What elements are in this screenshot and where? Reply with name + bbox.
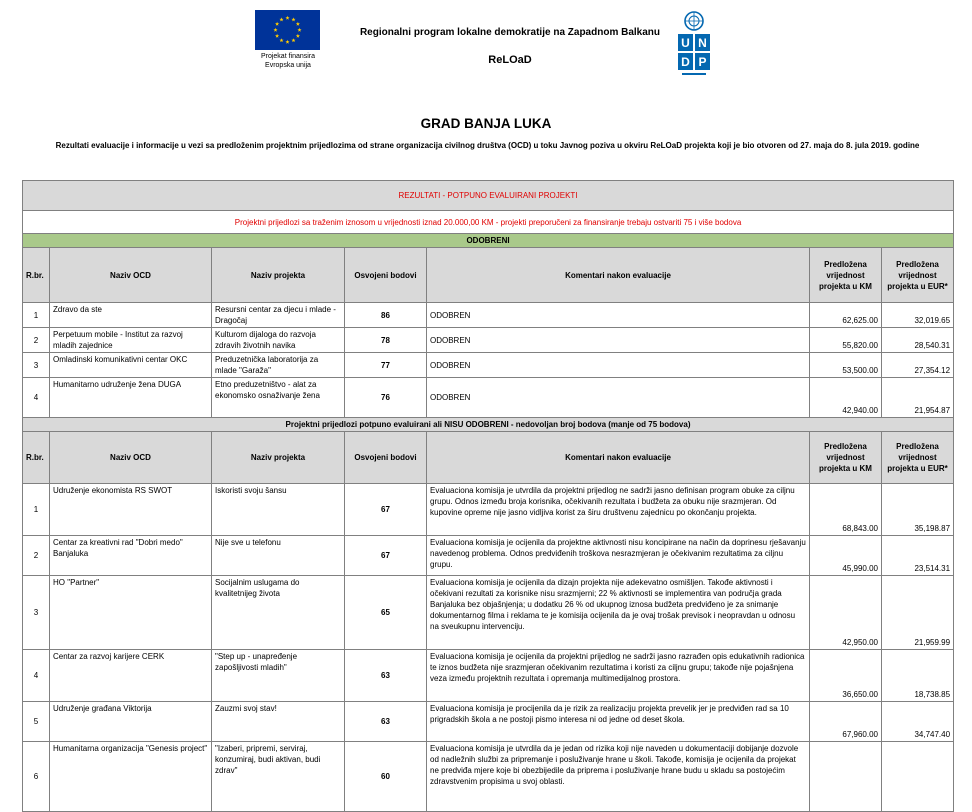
intro-text: Rezultati evaluacije i informacije u vezi sa predloženim projektnim prijedlozima od strane organizacija civilnog društva (OCD) u toku Javnog poziva u okviru ReLOaD projekta koji je bio otvoren od 27. maja do 8. jula 2019. godine — [55, 141, 920, 150]
col-naziv-ocd: Naziv OCD — [50, 432, 212, 484]
amount-km: 45,990.00 — [810, 536, 882, 576]
col-eur: Predložena vrijednost projekta u EUR* — [882, 248, 954, 303]
row-number: 2 — [23, 328, 50, 353]
evaluation-comment: Evaluaciona komisija je utvrdila da je jedan od rizika koji nije naveden u dokumentaciji dobijanje dozvole od nadležnih službi za pripremanje i posluživanje hrane u školi. Takođe, komisija je ocijenila da projekat ne predviđa mjere koje bi obezbijedile da priprema i posluživanje hrane budu u skladu sa postojećim zdravstvenim propisima u svoj oblasti. — [427, 742, 810, 812]
points: 65 — [345, 576, 427, 650]
table-row — [23, 576, 954, 650]
amount-km: 68,843.00 — [810, 484, 882, 536]
amount-eur — [882, 742, 954, 812]
column-header-row — [23, 432, 954, 484]
row-number: 1 — [23, 484, 50, 536]
row-number: 1 — [23, 303, 50, 328]
ocd-name: Centar za kreativni rad "Dobri medo" Banjaluka — [50, 536, 212, 576]
ocd-name: Omladinski komunikativni centar OKC — [50, 353, 212, 378]
project-name-cell: Iskoristi svoju šansu — [212, 484, 345, 536]
amount-km: 42,950.00 — [810, 576, 882, 650]
table-row — [23, 742, 954, 812]
undp-letter-n: N — [698, 36, 707, 50]
points: 67 — [345, 484, 427, 536]
row-number: 6 — [23, 742, 50, 812]
row-number: 3 — [23, 353, 50, 378]
evaluation-comment: Evaluaciona komisija je procijenila da je rizik za realizaciju projekta prevelik jer je predviđen rad sa 10 prigradskih škola a ne postoji pismo interesa ni od jedne od deset škola. — [427, 702, 810, 742]
points: 67 — [345, 536, 427, 576]
points: 77 — [345, 353, 427, 378]
amount-km: 55,820.00 — [810, 328, 882, 353]
table-row — [23, 484, 954, 536]
table-row — [23, 536, 954, 576]
col-komentari: Komentari nakon evaluacije — [427, 432, 810, 484]
evaluation-comment: Evaluaciona komisija je utvrdila da projektni prijedlog ne sadrži jasno definisan program obuke za ciljnu grupu. Odnos između broja korisnika, očekivanih rezultata i budžeta za obuku nije srazmjeran. Od kupovine opreme nije jasno vidljiva korist za širu društvenu zajednicu po okončanju projekta. — [427, 484, 810, 536]
amount-km: 42,940.00 — [810, 378, 882, 418]
col-rbr: R.br. — [23, 248, 50, 303]
undp-logo — [676, 10, 712, 78]
table-row — [23, 378, 954, 418]
results-table — [22, 180, 954, 812]
project-name-cell: Socijalnim uslugama do kvalitetnijeg života — [212, 576, 345, 650]
points: 63 — [345, 702, 427, 742]
col-bodovi: Osvojeni bodovi — [345, 432, 427, 484]
project-name-cell: "Step up - unapređenje zapošljivosti mladih" — [212, 650, 345, 702]
table-row — [23, 702, 954, 742]
project-name-cell: Etno preduzetništvo - alat za ekonomsko osnaživanje žena — [212, 378, 345, 418]
evaluation-comment: ODOBREN — [427, 378, 810, 418]
points: 76 — [345, 378, 427, 418]
undp-letter-d: D — [681, 55, 690, 69]
evaluation-comment: ODOBREN — [427, 353, 810, 378]
not-approved-band-row — [23, 418, 954, 432]
amount-eur: 27,354.12 — [882, 353, 954, 378]
amount-km: 53,500.00 — [810, 353, 882, 378]
approved-band: ODOBRENI — [23, 234, 954, 248]
amount-eur: 32,019.65 — [882, 303, 954, 328]
project-name-cell: Zauzmi svoj stav! — [212, 702, 345, 742]
points: 63 — [345, 650, 427, 702]
row-number: 4 — [23, 378, 50, 418]
document-header — [0, 0, 972, 110]
amount-km: 67,960.00 — [810, 702, 882, 742]
row-number: 3 — [23, 576, 50, 650]
col-bodovi: Osvojeni bodovi — [345, 248, 427, 303]
row-number: 4 — [23, 650, 50, 702]
col-naziv-projekta: Naziv projekta — [212, 248, 345, 303]
page-title: GRAD BANJA LUKA — [420, 116, 552, 131]
amount-km: 36,650.00 — [810, 650, 882, 702]
amount-km — [810, 742, 882, 812]
project-name-cell: Resursni centar za djecu i mlade - Dragočaj — [212, 303, 345, 328]
points: 60 — [345, 742, 427, 812]
amount-eur: 21,959.99 — [882, 576, 954, 650]
ocd-name: Zdravo da ste — [50, 303, 212, 328]
col-eur: Predložena vrijednost projekta u EUR* — [882, 432, 954, 484]
ocd-name: Humanitarno udruženje žena DUGA — [50, 378, 212, 418]
column-header-row — [23, 248, 954, 303]
col-naziv-ocd: Naziv OCD — [50, 248, 212, 303]
amount-eur: 34,747.40 — [882, 702, 954, 742]
project-name-cell: "Izaberi, pripremi, serviraj, konzumiraj, budi aktivan, budi zdrav" — [212, 742, 345, 812]
table-row — [23, 650, 954, 702]
table-row — [23, 353, 954, 378]
ocd-name: Udruženje ekonomista RS SWOT — [50, 484, 212, 536]
ocd-name: Centar za razvoj karijere CERK — [50, 650, 212, 702]
points: 78 — [345, 328, 427, 353]
amount-km: 62,625.00 — [810, 303, 882, 328]
not-approved-band: Projektni prijedlozi potpuno evaluirani ali NISU ODOBRENI - nedovoljan broj bodova (manje od 75 bodova) — [23, 418, 954, 432]
evaluation-comment: Evaluaciona komisija je ocijenila da projektne aktivnosti nisu koncipirane na način da doprinesu rješavanju navedenog problema. Odnos predviđenih troškova nesrazmjeran je očekivanim rezultatima za ciljnu grupu. — [427, 536, 810, 576]
row-number: 2 — [23, 536, 50, 576]
eu-caption: Projekat finansira Evropska unija — [260, 53, 316, 69]
threshold-note: Projektni prijedlozi sa traženim iznosom u vrijednosti iznad 20.000,00 KM - projekti preporučeni za finansiranje trebaju ostvariti 75 i više bodova — [23, 211, 954, 234]
results-title: REZULTATI - POTPUNO EVALUIRANI PROJEKTI — [23, 181, 954, 211]
undp-letter-u: U — [681, 36, 690, 50]
evaluation-comment: Evaluaciona komisija je ocijenila da projektni prijedlog ne sadrži jasno razrađen opis edukativnih radionica te iznos budžeta nije srazmjeran očekivanim rezultatima i koristi za ciljnu grupu; takođe nije pojašnjena veza između projektnih rezultata i opremanja multimedijalnog prostora. — [427, 650, 810, 702]
project-name: ReLOaD — [488, 54, 532, 66]
col-km: Predložena vrijednost projekta u KM — [810, 248, 882, 303]
amount-eur: 23,514.31 — [882, 536, 954, 576]
table-row — [23, 303, 954, 328]
amount-eur: 28,540.31 — [882, 328, 954, 353]
ocd-name: Perpetuum mobile - Institut za razvoj mladih zajednice — [50, 328, 212, 353]
project-name-cell: Nije sve u telefonu — [212, 536, 345, 576]
program-name: Regionalni program lokalne demokratije na Zapadnom Balkanu — [359, 27, 661, 38]
row-number: 5 — [23, 702, 50, 742]
undp-letter-p: P — [698, 55, 707, 69]
project-name-cell: Preduzetnička laboratorija za mlade "Garaža" — [212, 353, 345, 378]
evaluation-comment: Evaluaciona komisija je ocijenila da dizajn projekta nije adekevatno osmišljen. Takođe aktivnosti i očekivani rezultati za korisnike nisu srazmjerni; 22 % aktivnosti se implementira van područja grada Banjaluka bez objašnjenja; u dodatku 26 % od ukupnog iznosa budžeta predviđeno je za snimanje dokumentarnog filma i reklama te je komisija ocijenila da je ovaj trošak previsok i neopravdan u odnosu na sveukupnu intervenciju. — [427, 576, 810, 650]
col-naziv-projekta: Naziv projekta — [212, 432, 345, 484]
col-rbr: R.br. — [23, 432, 50, 484]
ocd-name: Udruženje građana Viktorija — [50, 702, 212, 742]
evaluation-comment: ODOBREN — [427, 328, 810, 353]
amount-eur: 35,198.87 — [882, 484, 954, 536]
points: 86 — [345, 303, 427, 328]
evaluation-comment: ODOBREN — [427, 303, 810, 328]
ocd-name: Humanitarna organizacija "Genesis project" — [50, 742, 212, 812]
col-komentari: Komentari nakon evaluacije — [427, 248, 810, 303]
col-km: Predložena vrijednost projekta u KM — [810, 432, 882, 484]
amount-eur: 18,738.85 — [882, 650, 954, 702]
project-name-cell: Kulturom dijaloga do razvoja zdravih životnih navika — [212, 328, 345, 353]
amount-eur: 21,954.87 — [882, 378, 954, 418]
ocd-name: HO "Partner" — [50, 576, 212, 650]
table-row — [23, 328, 954, 353]
